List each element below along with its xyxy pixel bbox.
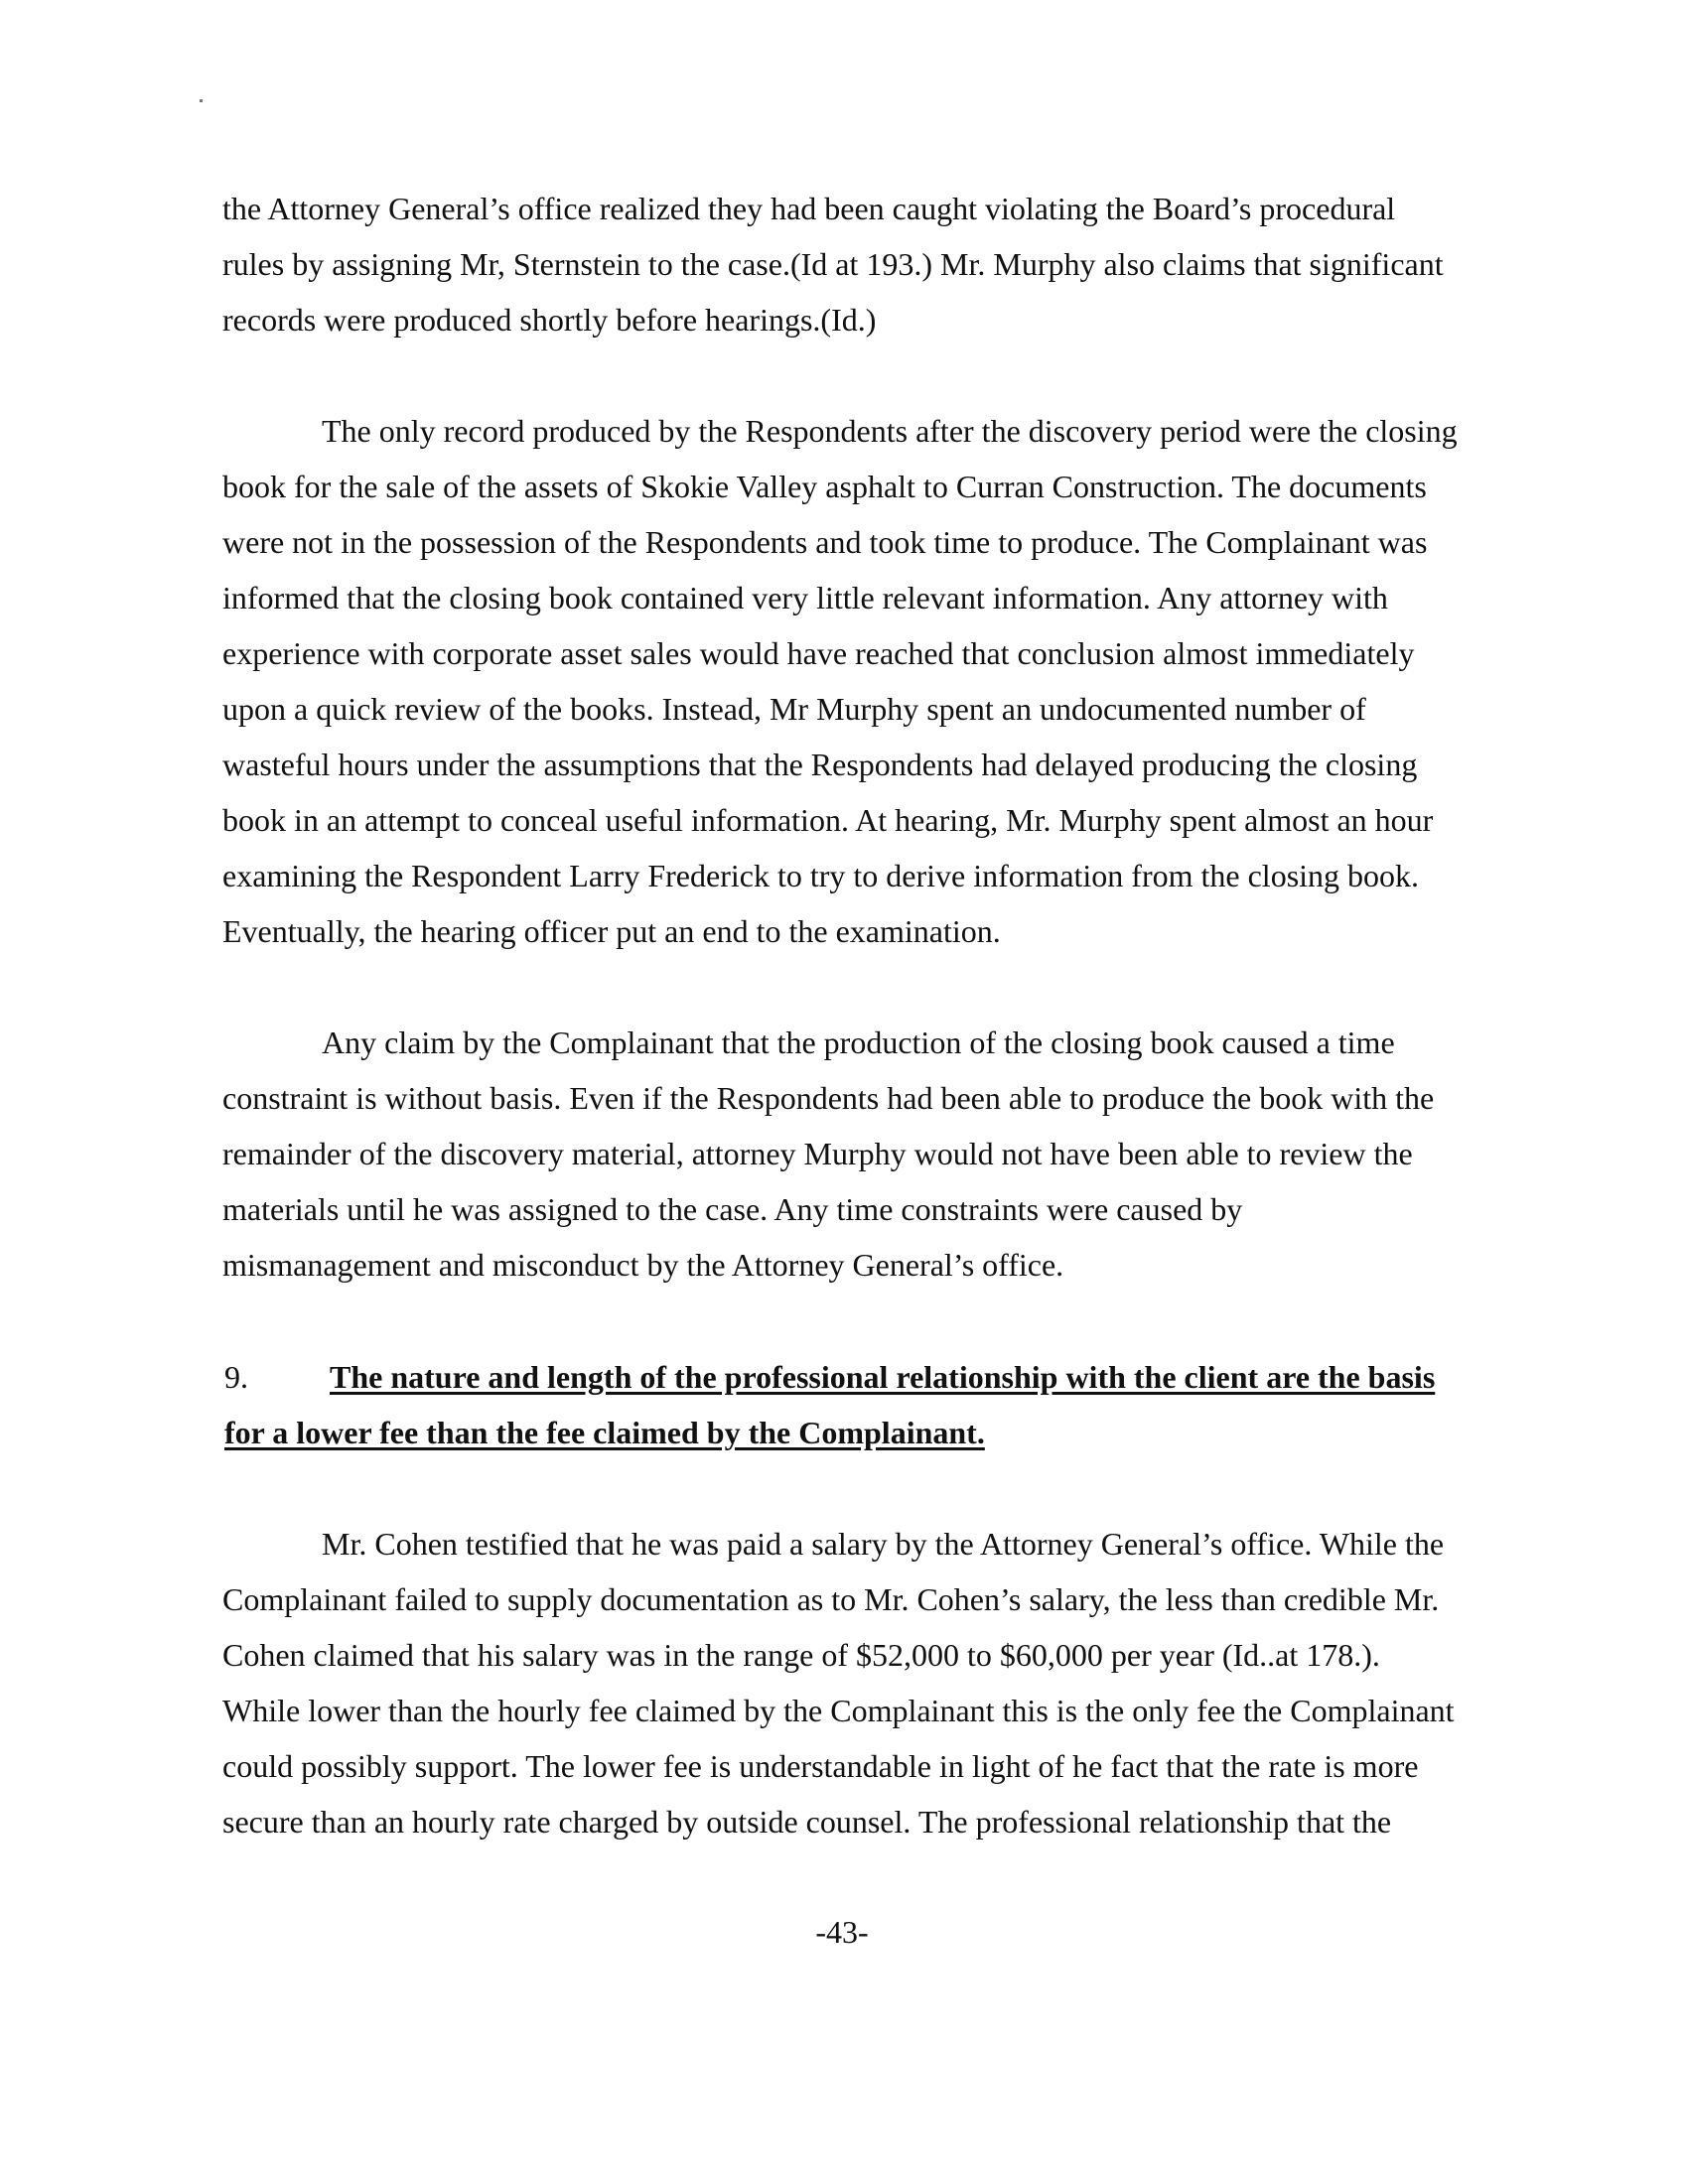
text-line: informed that the closing book contained very little relevant information. Any attorney with — [222, 580, 1388, 615]
text-line: upon a quick review of the books. Instead, Mr Murphy spent an undocumented number of — [222, 691, 1366, 727]
text-line: While lower than the hourly fee claimed by the Complainant this is the only fee the Complainant — [222, 1693, 1455, 1728]
text-line: book in an attempt to conceal useful information. At hearing, Mr. Murphy spent almost an hour — [222, 802, 1434, 838]
text-line: the Attorney General’s office realized they had been caught violating the Board’s procedural — [222, 191, 1396, 226]
text-line: mismanagement and misconduct by the Attorney General’s office. — [222, 1247, 1064, 1283]
text-line: Mr. Cohen testified that he was paid a salary by the Attorney General’s office. While the — [322, 1526, 1445, 1562]
section-heading-line: The nature and length of the professional relationship with the client are the basis — [330, 1359, 1436, 1395]
text-line: rules by assigning Mr, Sternstein to the case.(Id at 193.) Mr. Murphy also claims that significant — [222, 246, 1444, 282]
text-line: secure than an hourly rate charged by outside counsel. The professional relationship that the — [222, 1804, 1392, 1840]
text-line: Cohen claimed that his salary was in the range of $52,000 to $60,000 per year (Id..at 178.). — [222, 1637, 1380, 1673]
text-line: Eventually, the hearing officer put an end to the examination. — [222, 913, 1001, 949]
section-heading-line: for a lower fee than the fee claimed by the Complainant. — [224, 1415, 985, 1450]
text-line: could possibly support. The lower fee is understandable in light of he fact that the rate is more — [222, 1748, 1419, 1784]
text-line: wasteful hours under the assumptions that the Respondents had delayed producing the closing — [222, 747, 1418, 782]
text-line: experience with corporate asset sales would have reached that conclusion almost immediately — [222, 635, 1415, 671]
text-line: remainder of the discovery material, attorney Murphy would not have been able to review the — [222, 1136, 1413, 1171]
text-line: were not in the possession of the Respondents and took time to produce. The Complainant was — [222, 524, 1428, 560]
scan-speck — [200, 99, 203, 102]
text-line: constraint is without basis. Even if the Respondents had been able to produce the book with the — [222, 1080, 1435, 1116]
text-line: Complainant failed to supply documentation as to Mr. Cohen’s salary, the less than credible Mr. — [222, 1581, 1440, 1617]
text-line: records were produced shortly before hearings.(Id.) — [222, 302, 877, 338]
text-line: examining the Respondent Larry Frederick to try to derive information from the closing book. — [222, 858, 1420, 893]
heading-number: 9. — [224, 1359, 248, 1395]
text-line: book for the sale of the assets of Skokie Valley asphalt to Curran Construction. The documents — [222, 469, 1427, 504]
text-line: The only record produced by the Respondents after the discovery period were the closing — [322, 413, 1458, 449]
text-line: Any claim by the Complainant that the production of the closing book caused a time — [322, 1024, 1395, 1060]
page-number: -43- — [815, 1914, 869, 1950]
text-line: materials until he was assigned to the case. Any time constraints were caused by — [222, 1191, 1243, 1227]
